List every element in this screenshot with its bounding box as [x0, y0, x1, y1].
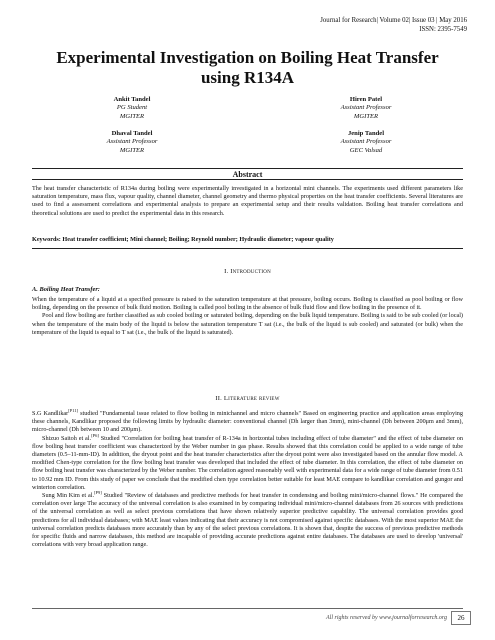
- section-heading-introduction: [32, 268, 463, 275]
- section-title: Literature review: [223, 395, 280, 402]
- paragraph: When the temperature of a liquid at a specified pressure is raised to the saturation temperature at that pressure, boiling occurs. Boiling is classified as pool boiling or flow boiling, depending on the presence of bulk fluid motion. Boiling is called pool boiling in the absence of bulk fluid flow and flow boiling in the presence of it.: [32, 296, 463, 312]
- issn-line: ISSN: 2395-7549: [419, 26, 467, 33]
- author-role: Assistant Professor: [106, 138, 158, 146]
- introduction-body: [32, 296, 463, 337]
- author-4: [286, 130, 446, 155]
- section-number: I.: [224, 268, 229, 275]
- footer-divider: [32, 608, 463, 609]
- reference-marker: [P9]: [94, 489, 102, 495]
- subsection-heading: A. Boiling Heat Transfer:: [32, 286, 100, 293]
- review-text: Studied "Correlation for boiling heat transfer of R-134a in horizontal tubes including effect of tube diameter" and the effect of tube diameter on flow boiling heat transfer coefficient was characterized by the Weber number in gas phase. Results showed that this correlation could be applied to a wide range of tube diameters (0.5–11-mm-ID). In addition, the dryout point and the heat transfer characteristics after the dryout point were also investigated based on the annular flow model. A modified Chen-type correlation for the flow boiling heat transfer was developed that included the effect of tube diameter. In this correlation, the effect of tube diameter on flow boiling heat transfer was characterized by the Weber number. The correlation agreed reasonably well with experimental data for a wide range of tube diameter from 0.51 to 10.92 mm ID. From this study of paper we conclude that the modified chen type correlation better suitable for least MAE compare to kandlikar correlation and gungor and winterton correlation.: [32, 434, 463, 491]
- author-1: [52, 96, 212, 121]
- review-paragraph: [32, 489, 464, 549]
- author-name: Ankit Tandel: [113, 96, 151, 103]
- section-title: Introduction: [230, 268, 271, 275]
- page-number: 26: [451, 611, 471, 625]
- author-role: PG Student: [116, 104, 148, 112]
- author-block: [30, 96, 465, 176]
- divider: [32, 248, 463, 249]
- author-role: Assistant Professor: [340, 104, 392, 112]
- author-2: [286, 96, 446, 121]
- review-author: S.G Kandlikar: [32, 410, 69, 417]
- literature-review-body: [32, 407, 464, 549]
- author-org: MGITER: [353, 112, 379, 120]
- review-text: Studied "Review of databases and predictive methods for heat transfer in condensing and boiling mini/micro-channel flows." He compared the correlation over large The accuracy of the universal correlation is also examined in by comparing individual mini/micro-channel databases from 26 sources with predictions of the universal correlation as well as select previous correlations that have shown relatively superior predictive capability. The universal correlation provides good predictions for all individual databases; with MAE least values indicating that their accuracy is not compromised against specific databases. With the most superior MAE the universal correlation predicts databases more accurately than by any of the select previous correlations. It is shown that, despite the success of previous predictive methods for specific fluids and narrow databases, this method are incapable of providing accurate predictions against entire databases. The databases are used to develop 'universal' correlations with very broad application range.: [32, 492, 464, 549]
- paragraph: Pool and flow boiling are further classified as sub cooled boiling or saturated boiling, depending on the bulk liquid temperature. Boiling is said to be sub cooled (or local) when the temperature of the main body of the liquid is below the saturation temperature T sat (i.e., the bulk of the liquid is sub cooled) and saturated (or bulk) when the temperature of the liquid is equal to T sat (i.e., the bulk of the liquid is saturated).: [32, 312, 463, 336]
- journal-header: [320, 16, 467, 34]
- footer-copyright: All rights reserved by www.journalforresearch.org: [326, 615, 447, 621]
- reference-marker: [P11]: [68, 407, 79, 413]
- abstract-text: The heat transfer characteristic of R134a during boiling were experimentally investigated in a horizontal mini channels. The experiments used different parameters like saturation temperature, mass flux, vapour quality, channel diameter, channel geometry and thermo physical properties on the heat transfer coefficients. Several literatures are used to find a assessment correlations and experimental analysis to prepare an experimental setup and their results validation. Boiling heat transfer correlations and theoretical solutions are used to predict the experimental data in this research.: [32, 185, 463, 217]
- author-org: MGITER: [119, 112, 145, 120]
- journal-line: Journal for Research| Volume 02| Issue 03 | May 2016: [320, 17, 467, 24]
- author-3: [52, 130, 212, 155]
- author-role: Assistant Professor: [340, 138, 392, 146]
- review-paragraph: [32, 432, 463, 492]
- reference-marker: [P6]: [91, 432, 99, 438]
- author-name: Jenip Tandel: [347, 130, 385, 137]
- keywords: Keywords: Heat transfer coefficient; Mini channel; Boiling; Reynold number; Hydraulic diameter; vapour quality: [32, 236, 334, 243]
- author-name: Dhaval Tandel: [111, 130, 153, 137]
- review-paragraph: [32, 407, 463, 435]
- abstract-heading: Abstract: [32, 168, 463, 180]
- review-author: Sung Min Kim et al.: [42, 492, 95, 500]
- review-author: Shizuo Saitoh et al.: [42, 434, 92, 442]
- author-org: MGITER: [119, 146, 145, 154]
- section-number: II.: [215, 395, 223, 402]
- section-heading-literature-review: [32, 395, 463, 402]
- author-org: GEC Valsad: [349, 146, 383, 154]
- review-text: studied "Fundamental issue related to flow boiling in minichannel and micro channels" Based on engineering practice and application areas employing these channels, Kandlikar proposed the following limits by hydraulic diameter: conventional channel (Dh larger than 3mm), mini-channel (Dh between 200μm and 3mm), micro-channel (Dh between 10 and 200μm).: [32, 410, 463, 434]
- author-name: Hiren Patel: [349, 96, 383, 103]
- paper-title: Experimental Investigation on Boiling Heat Transfer using R134A: [56, 48, 439, 87]
